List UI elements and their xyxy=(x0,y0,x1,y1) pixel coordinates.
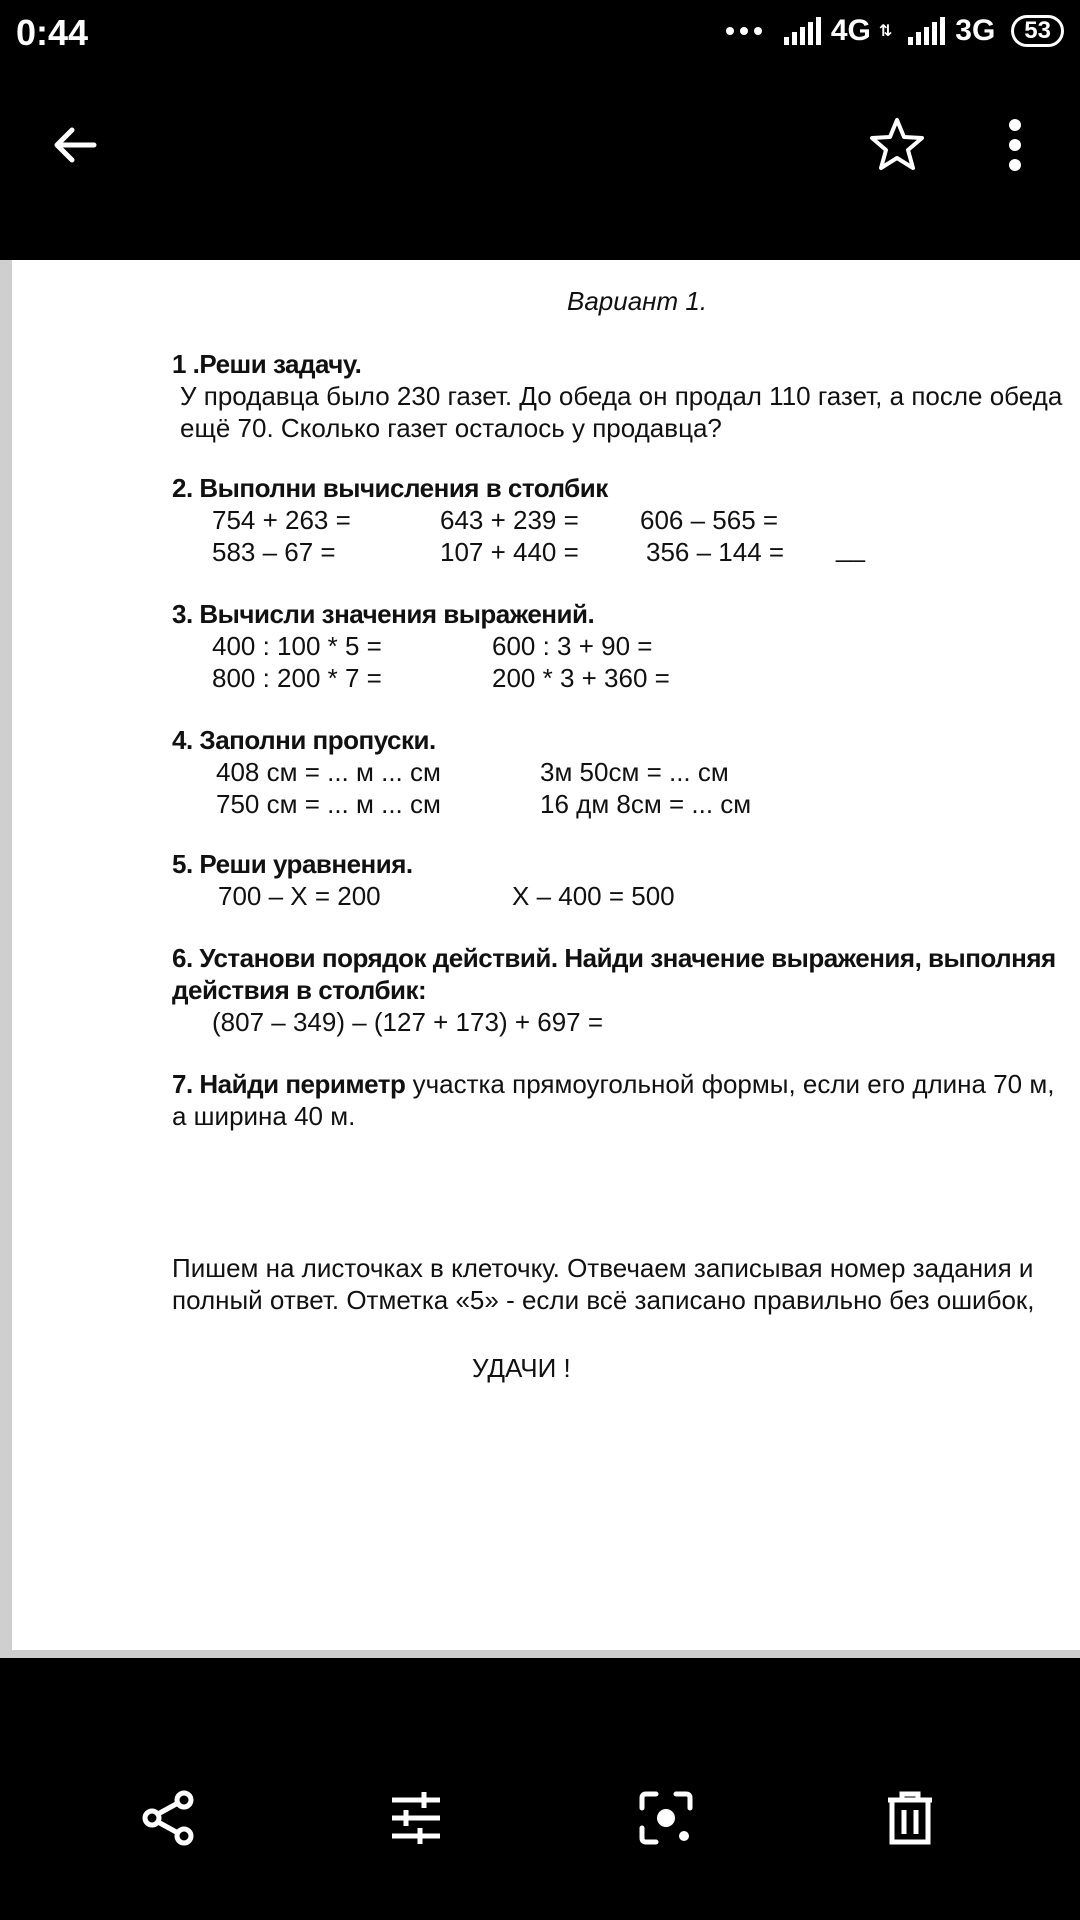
task-7-line-1-rest: участка прямоугольной формы, если его длина 70 м, xyxy=(405,1069,1055,1099)
expression: 606 – 565 = xyxy=(640,505,779,535)
task-2-row-1 xyxy=(172,504,1072,536)
document-page xyxy=(12,260,1080,1650)
expression: 16 дм 8см = ... см xyxy=(540,789,752,819)
task-3-row-2 xyxy=(172,662,1072,694)
dash-mark: __ xyxy=(836,533,865,563)
task-4 xyxy=(172,724,1072,820)
expression: 356 – 144 = xyxy=(646,537,785,567)
instructions-note xyxy=(172,1252,1052,1316)
photo-viewer[interactable] xyxy=(0,260,1080,1658)
task-7 xyxy=(172,1068,1072,1132)
network-type-2: 3G xyxy=(955,14,996,47)
task-3-row-1 xyxy=(172,630,1072,662)
task-1-line-2: ещё 70. Сколько газет осталось у продавца? xyxy=(180,413,722,443)
equation: 700 – X = 200 xyxy=(218,881,381,911)
trash-icon xyxy=(880,1788,940,1848)
edit-button[interactable] xyxy=(378,1780,454,1856)
task-3-heading: 3. Вычисли значения выражений. xyxy=(172,599,595,629)
note-line-2: полный ответ. Отметка «5» - если всё записано правильно без ошибок, xyxy=(172,1285,1035,1315)
task-6 xyxy=(172,942,1072,1038)
expression: 643 + 239 = xyxy=(440,505,579,535)
data-activity-icon: ⇅ xyxy=(878,23,893,40)
equation: X – 400 = 500 xyxy=(512,881,675,911)
task-3 xyxy=(172,598,1072,694)
task-4-row-1 xyxy=(172,756,1072,788)
expression: 754 + 263 = xyxy=(212,505,351,535)
task-7-heading: 7. Найди периметр xyxy=(172,1069,406,1099)
task-6-heading-line-1: 6. Установи порядок действий. Найди значение выражения, выполняя xyxy=(172,943,1056,973)
task-7-line-2: а ширина 40 м. xyxy=(172,1101,356,1131)
note-line-1: Пишем на листочках в клеточку. Отвечаем записывая номер задания и xyxy=(172,1253,1034,1283)
task-5 xyxy=(172,848,1072,912)
good-luck-text: УДАЧИ ! xyxy=(472,1353,571,1383)
task-2-heading: 2. Выполни вычисления в столбик xyxy=(172,473,608,503)
back-arrow-icon xyxy=(50,120,100,170)
document-title: Вариант 1. xyxy=(567,286,708,316)
delete-button[interactable] xyxy=(872,1780,948,1856)
expression: 750 см = ... м ... см xyxy=(216,789,441,819)
expression: (807 – 349) – (127 + 173) + 697 = xyxy=(212,1007,604,1037)
bottom-action-bar xyxy=(0,1760,1080,1920)
task-4-row-2 xyxy=(172,788,1072,820)
status-indicators xyxy=(726,14,1064,48)
expression: 600 : 3 + 90 = xyxy=(492,631,653,661)
expression: 408 см = ... м ... см xyxy=(216,757,441,787)
expression: 107 + 440 = xyxy=(440,537,579,567)
more-vert-icon xyxy=(1005,117,1025,173)
expression: 200 * 3 + 360 = xyxy=(492,663,670,693)
more-options-button[interactable] xyxy=(980,110,1050,180)
favorite-button[interactable] xyxy=(862,110,932,180)
lens-scan-icon xyxy=(636,1788,696,1848)
task-5-heading: 5. Реши уравнения. xyxy=(172,849,413,879)
signal-icon xyxy=(784,17,821,45)
notification-dots-icon xyxy=(726,27,762,35)
clock: 0:44 xyxy=(16,12,89,53)
expression: 400 : 100 * 5 = xyxy=(212,631,382,661)
task-1-heading: 1 .Реши задачу. xyxy=(172,349,362,379)
network-type-1: 4G xyxy=(830,14,871,47)
back-button[interactable] xyxy=(40,110,110,180)
top-toolbar xyxy=(0,70,1080,260)
task-7-line-1 xyxy=(172,1068,1072,1100)
task-6-row xyxy=(172,1006,1072,1038)
lens-button[interactable] xyxy=(628,1780,704,1856)
share-icon xyxy=(138,1788,198,1848)
status-bar xyxy=(0,0,1080,70)
expression: 800 : 200 * 7 = xyxy=(212,663,382,693)
signal-icon-2 xyxy=(908,17,945,45)
task-2-row-2 xyxy=(172,533,1072,568)
task-4-heading: 4. Заполни пропуски. xyxy=(172,725,436,755)
task-1 xyxy=(172,348,1072,444)
battery-icon: 53 xyxy=(1011,15,1064,47)
expression: 583 – 67 = xyxy=(212,537,336,567)
task-1-line-1: У продавца было 230 газет. До обеда он продал 110 газет, а после обеда xyxy=(180,381,1063,411)
task-5-row-1 xyxy=(172,880,1072,912)
task-2 xyxy=(172,472,1072,568)
task-6-heading-line-2: действия в столбик: xyxy=(172,975,427,1005)
star-icon xyxy=(868,116,926,174)
share-button[interactable] xyxy=(130,1780,206,1856)
expression: 3м 50см = ... см xyxy=(540,757,729,787)
adjust-sliders-icon xyxy=(386,1788,446,1848)
